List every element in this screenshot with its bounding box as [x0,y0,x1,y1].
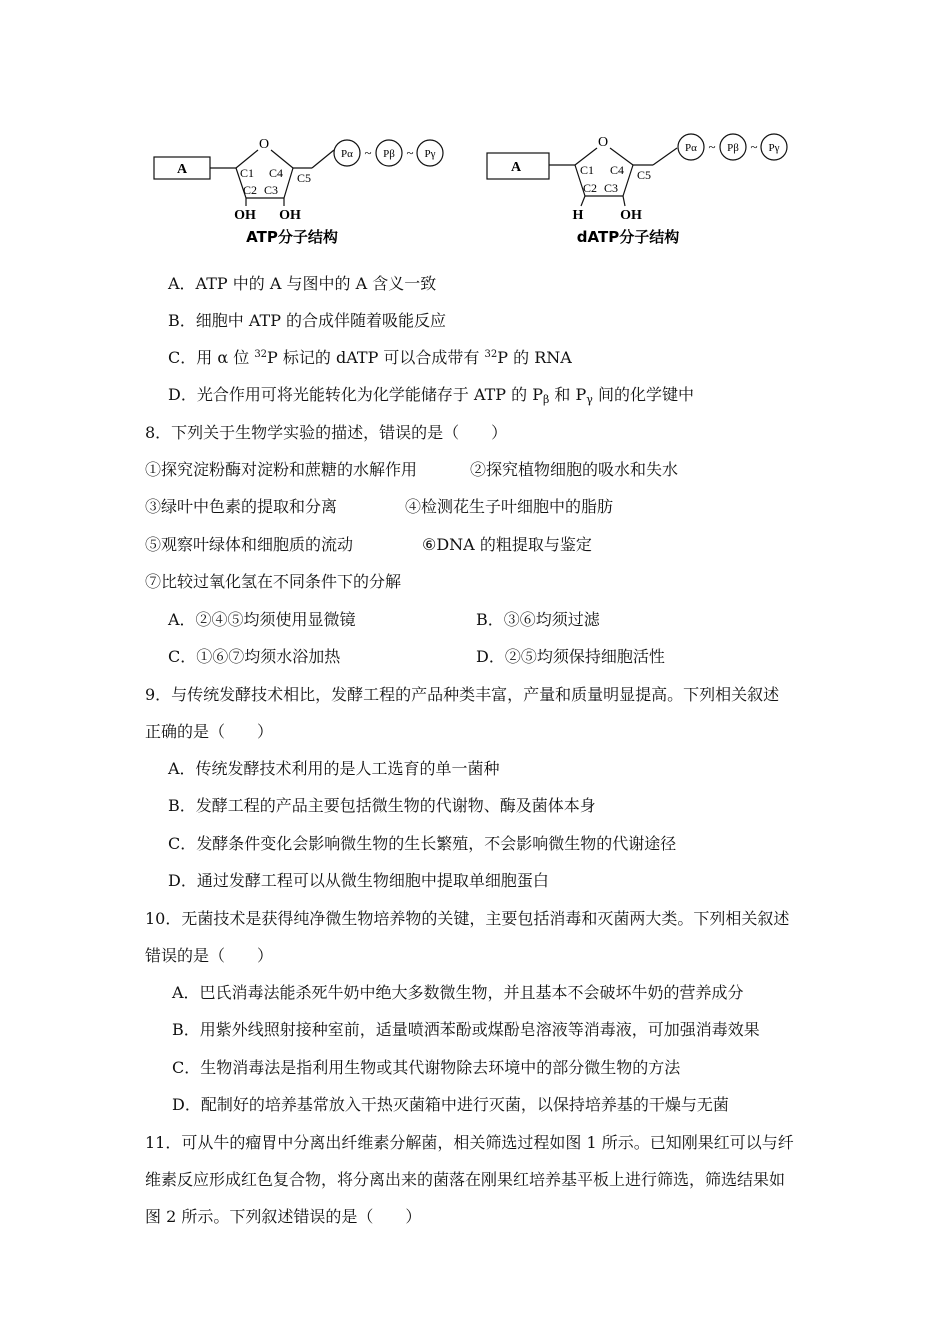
q8-option-c: C．①⑥⑦均须水浴加热 [168,647,341,666]
q7-option-d [168,385,694,405]
q7-d-sub-beta: β [542,393,550,406]
datp-p-beta-label: Pβ [727,142,739,154]
datp-c5: C5 [637,168,652,182]
q10-stem-line-1: 10．无菌技术是获得纯净微生物培养物的关键，主要包括消毒和灭菌两大类。下列相关叙述 [145,909,790,928]
atp-sub-left: OH [234,208,256,223]
atp-structure [154,137,443,246]
q9-option-a: A．传统发酵技术利用的是人工选育的单一菌种 [168,759,500,778]
datp-c3: C3 [604,181,619,195]
atp-c5: C5 [297,171,312,185]
q10-option-c: C．生物消毒法是指利用生物或其代谢物除去环境中的部分微生物的方法 [172,1058,681,1077]
q7-c-mid: P 标记的 dATP 可以合成带有 [267,348,485,367]
q10-stem-line-2: 错误的是（ ） [145,946,274,965]
atp-tilde-2: ~ [406,145,414,160]
q11-stem-line-1: 11．可从牛的瘤胃中分离出纤维素分解菌，相关筛选过程如图 1 所示。已知刚果红可以与纤 [145,1133,794,1152]
q9-option-d: D．通过发酵工程可以从微生物细胞中提取单细胞蛋白 [168,871,549,890]
q7-option-c [168,348,572,368]
q8-option-d: D．②⑤均须保持细胞活性 [476,647,665,666]
q8-item-2: ②探究植物细胞的吸水和失水 [470,460,679,479]
q8-option-b: B．③⑥均须过滤 [476,610,600,629]
q8-item-5: ⑤观察叶绿体和细胞质的流动 [145,535,354,554]
datp-base-label: A [510,160,522,175]
atp-p-alpha-label: Pα [341,148,353,160]
q7-option-a: A．ATP 中的 A 与图中的 A 含义一致 [168,274,437,293]
atp-tilde-1: ~ [364,145,372,160]
q9-option-c: C．发酵条件变化会影响微生物的生长繁殖，不会影响微生物的代谢途径 [168,834,677,853]
q11-stem-line-3: 图 2 所示。下列叙述错误的是（ ） [145,1207,422,1226]
q8-stem: 8．下列关于生物学实验的描述，错误的是（ ） [145,423,508,442]
q8-option-a: A．②④⑤均须使用显微镜 [168,610,356,629]
atp-sub-right: OH [279,208,301,223]
q7-c-isotope-1: 32 [254,349,268,360]
datp-tilde-2: ~ [750,139,758,154]
q7-d-post: 间的化学键中 [592,385,694,404]
atp-caption: ATP分子结构 [246,228,338,246]
datp-tilde-1: ~ [708,139,716,154]
q8-item-7: ⑦比较过氧化氢在不同条件下的分解 [145,572,402,591]
q9-stem-line-1: 9．与传统发酵技术相比，发酵工程的产品种类丰富，产量和质量明显提高。下列相关叙述 [145,685,780,704]
datp-c4: C4 [610,163,625,177]
q7-d-mid: 和 P [549,385,587,404]
atp-c3: C3 [264,183,279,197]
q8-item-6: ⑥DNA 的粗提取与鉴定 [422,535,592,554]
q10-option-d: D．配制好的培养基常放入干热灭菌箱中进行灭菌，以保持培养基的干燥与无菌 [172,1095,729,1114]
datp-c1: C1 [580,163,595,177]
atp-p-gamma-label: Pγ [424,148,436,160]
datp-p-gamma-label: Pγ [768,142,780,154]
datp-structure [487,134,787,246]
q7-option-b: B．细胞中 ATP 的合成伴随着吸能反应 [168,311,447,330]
q7-d-pre: D．光合作用可将光能转化为化学能储存于 ATP 的 P [168,385,543,404]
datp-c2: C2 [583,181,598,195]
q8-item-4: ④检测花生子叶细胞中的脂肪 [405,497,614,516]
atp-c1: C1 [240,166,255,180]
q7-c-pre: C．用 α 位 [168,348,255,367]
q10-option-a: A．巴氏消毒法能杀死牛奶中绝大多数微生物，并且基本不会破坏牛奶的营养成分 [172,983,744,1002]
molecule-figure [140,120,820,250]
q8-item-1: ①探究淀粉酶对淀粉和蔗糖的水解作用 [145,460,418,479]
atp-c4: C4 [269,166,284,180]
q10-option-b: B．用紫外线照射接种室前，适量喷洒苯酚或煤酚皂溶液等消毒液，可加强消毒效果 [172,1020,760,1039]
q7-c-post: P 的 RNA [497,348,572,367]
q7-d-sub-gamma: γ [586,393,593,406]
datp-sub-right: OH [620,208,642,223]
datp-sub-left: H [572,208,584,223]
atp-p-beta-label: Pβ [383,148,395,160]
atp-base-label: A [176,162,188,177]
datp-caption: dATP分子结构 [576,228,680,246]
datp-ring-o: O [597,135,609,150]
datp-p-alpha-label: Pα [685,142,697,154]
q7-c-isotope-2: 32 [484,349,498,360]
q11-stem-line-2: 维素反应形成红色复合物，将分离出来的菌落在刚果红培养基平板上进行筛选，筛选结果如 [145,1170,786,1189]
q9-stem-line-2: 正确的是（ ） [145,722,274,741]
atp-c2: C2 [243,183,258,197]
q8-item-3: ③绿叶中色素的提取和分离 [145,497,338,516]
atp-ring-o: O [258,137,270,152]
q9-option-b: B．发酵工程的产品主要包括微生物的代谢物、酶及菌体本身 [168,796,596,815]
